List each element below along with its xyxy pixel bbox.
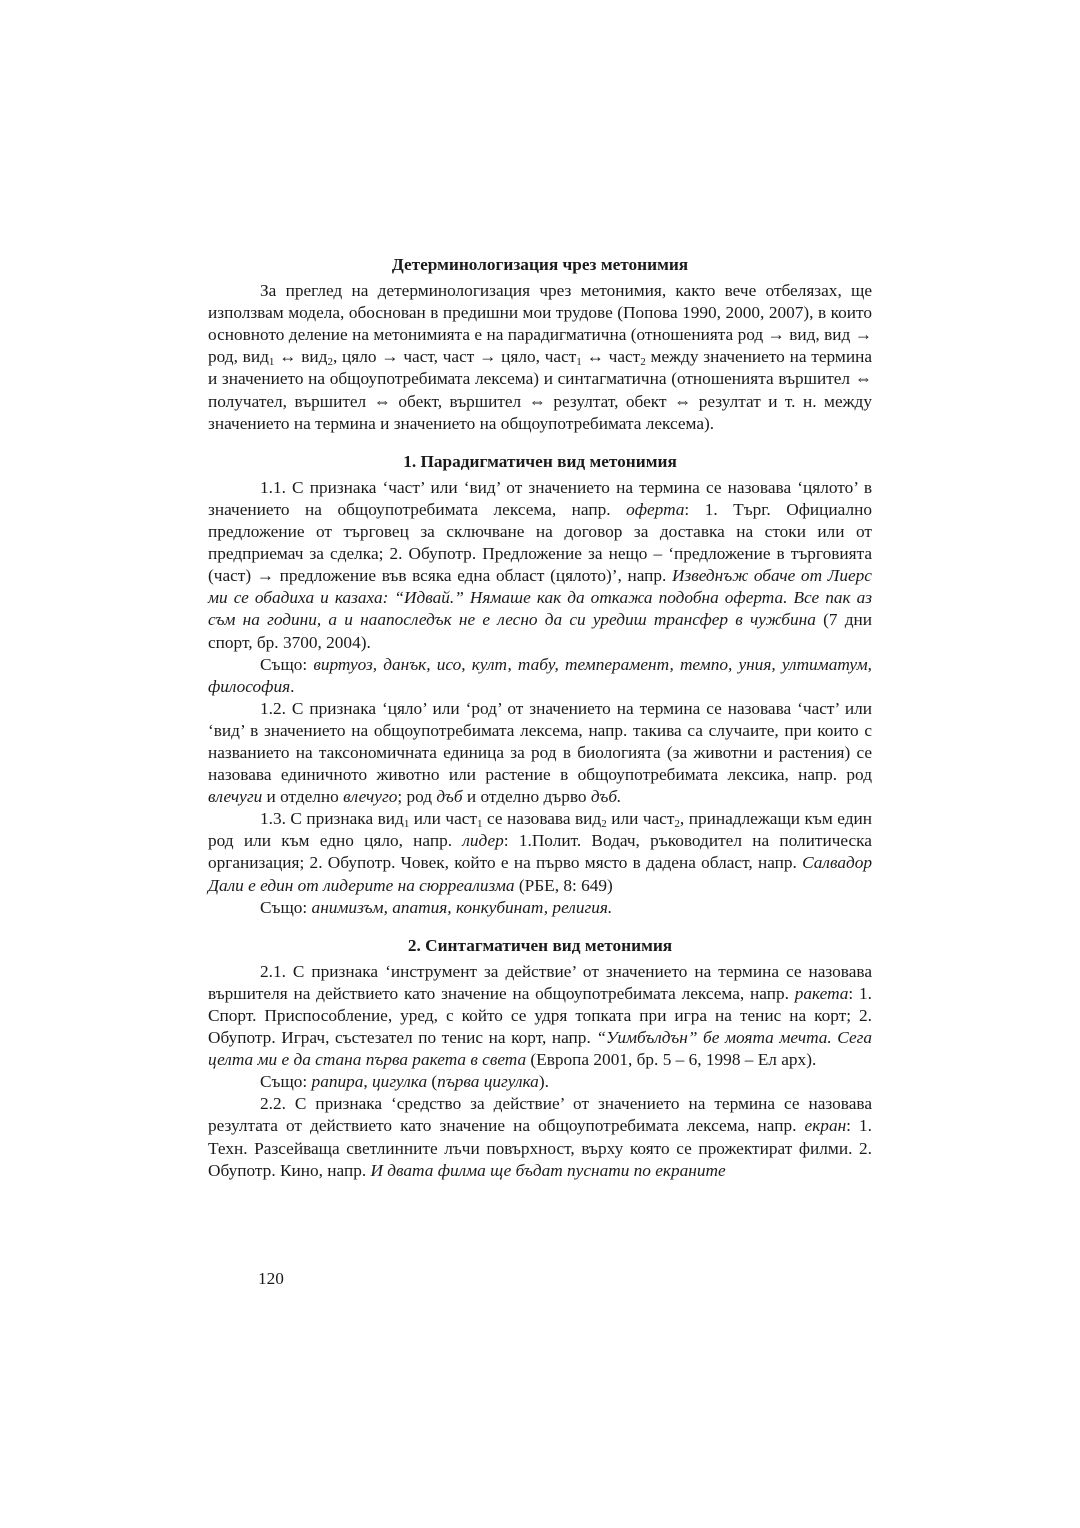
text: Също: — [260, 654, 314, 674]
page-number: 120 — [258, 1269, 284, 1288]
subscript: 2 — [674, 818, 680, 831]
text: или част — [409, 809, 477, 829]
text: За преглед на детерминологизация чрез метонимия, както вече отбелязах, ще използвам модела, обоснован в предишни мои трудове (Попова 1990, 2000, 2007), в които основното деление на метонимията е на парадигматична (отношенията род → вид, вид → род, вид — [208, 281, 872, 367]
term: ракета — [794, 983, 849, 1003]
also-paragraph-2 — [208, 897, 872, 919]
text: : 1.Полит. Водач, ръководител на политическа организация; 2. Обупотр. Човек, който е на първо място в дадена област, напр. — [208, 831, 872, 873]
paragraph-1-2 — [208, 698, 872, 808]
example-quote: Изведнъж обаче от Лиерс ми се обадиха и казаха: “Идвай.” Нямаше как да откажа подобна оферта. Все пак аз съм на години, а и наапоследък не е лесно да си уредиш трансфер в чужбина — [208, 566, 872, 630]
subscript: 2 — [640, 356, 646, 369]
term: влечуго — [343, 787, 398, 807]
term: влечуги — [208, 787, 263, 807]
subscript: 1 — [576, 356, 582, 369]
term: цигулка — [372, 1072, 428, 1092]
term: дъб — [436, 787, 463, 807]
text: и отделно дърво — [462, 787, 591, 807]
paragraph-2-2 — [208, 1093, 872, 1181]
citation: (7 дни спорт, бр. 3700, 2004). — [208, 610, 872, 652]
text: 2.2. С признака ‘средство за действие’ от значението на термина се назовава резултата от действието като значение на общоупотребимата лексема, напр. — [208, 1094, 872, 1136]
text: : 1. Спорт. Приспособление, уред, с който се удря топката при игра на тенис на корт; 2. Обупотр. Играч, състезател по тенис на корт, напр. — [208, 983, 872, 1048]
text: ↔ част — [581, 347, 641, 367]
example-quote: “Уимбълдън” бе моята мечта. Сега целта ми е да стана първа ракета в света — [208, 1028, 873, 1070]
term: лидер — [462, 831, 504, 851]
text: между значението на термина и значението на общоупотребимата лексема) и синтагматична (отношенията вършител ⇔ получател, вършител ⇔ обект, вършител ⇔ резултат, обект ⇔ резултат и т. н. между значението на термина и значението на общоупотребимата лексема). — [208, 347, 873, 433]
text: ; род — [397, 787, 437, 807]
term: дъб. — [590, 787, 622, 807]
text: , принадлежащи към един род или към едно цяло, напр. — [208, 809, 872, 851]
term: екран — [804, 1116, 847, 1136]
text: 2.1. С признака ‘инструмент за действие’ от значението на термина се назовава вършителя на действието като значение на общоупотребимата лексема, напр. — [208, 961, 872, 1003]
section-heading-1: 1. Парадигматичен вид метонимия — [403, 451, 677, 471]
example-quote: И двата филма ще бъдат пуснати по екраните — [370, 1160, 726, 1180]
text: 1.1. С признака ‘част’ или ‘вид’ от значението на термина се назовава ‘цялото’ в значението на общоупотребимата лексема, напр. — [208, 477, 872, 519]
citation: (Европа 2001, бр. 5 – 6, 1998 – Ел арх). — [526, 1050, 817, 1070]
paragraph-2-1 — [208, 961, 872, 1071]
text: Също: — [260, 897, 312, 917]
citation: (РБЕ, 8: 649) — [514, 875, 613, 895]
subscript: 1 — [403, 818, 410, 831]
text: Също: — [260, 1072, 312, 1092]
page-body — [208, 254, 872, 1182]
text: . — [290, 676, 295, 696]
text: ↔ вид — [274, 347, 328, 367]
text: ( — [427, 1072, 438, 1092]
term: първа цигулка — [437, 1072, 539, 1092]
text: 1.2. С признака ‘цяло’ или ‘род’ от значението на термина се назовава ‘част’ или ‘вид’ в значението на общоупотребимата лексема, напр. такива са случаите, при които с названието на таксономичната единица за род в биологията (за животни и растения) се назовава единичното животно или растение в общоупотребимата лексика, напр. род — [208, 698, 872, 785]
subscript: 1 — [268, 356, 275, 369]
also-paragraph-3 — [208, 1071, 872, 1093]
paragraph-1-1 — [208, 477, 872, 654]
text: : 1. Търг. Официално предложение от търговец за сключване на договор за доставка на стоки или от предприемач за сделка; 2. Обупотр. Предложение за нещо – ‘предложение в търговията (част) → предложение във всяка една област (цялото)’, напр. — [208, 499, 872, 586]
intro-paragraph — [208, 280, 872, 435]
text: , цяло → част, част → цяло, част — [332, 347, 577, 367]
subscript: 1 — [477, 818, 483, 831]
text: , — [363, 1072, 373, 1092]
text: : 1. Техн. Разсейваща светлинните лъчи повърхност, върху която се прожектират филми. 2. Обупотр. Кино, напр. — [208, 1116, 872, 1180]
term-list: анимизъм, апатия, конкубинат, религия. — [311, 897, 613, 917]
example-quote: Салвадор Дали е един от лидерите на сюрреализма — [208, 853, 872, 895]
section-heading-2: 2. Синтагматичен вид метонимия — [407, 935, 673, 955]
term-list: виртуоз, данък, исо, култ, табу, темперамент, темпо, уния, ултиматум, философия — [208, 654, 872, 696]
paragraph-1-3 — [208, 808, 872, 896]
also-paragraph-1 — [208, 654, 872, 698]
text: се назовава вид — [482, 809, 602, 829]
subscript: 2 — [327, 356, 333, 369]
text: ). — [538, 1072, 549, 1092]
page-title: Детерминологизация чрез метонимия — [391, 255, 689, 274]
term: оферта — [626, 499, 685, 519]
text: 1.3. С признака вид — [260, 809, 404, 829]
text: и отделно — [262, 787, 344, 807]
text: или част — [606, 809, 675, 829]
subscript: 2 — [601, 818, 607, 831]
term: рапира — [311, 1072, 364, 1092]
